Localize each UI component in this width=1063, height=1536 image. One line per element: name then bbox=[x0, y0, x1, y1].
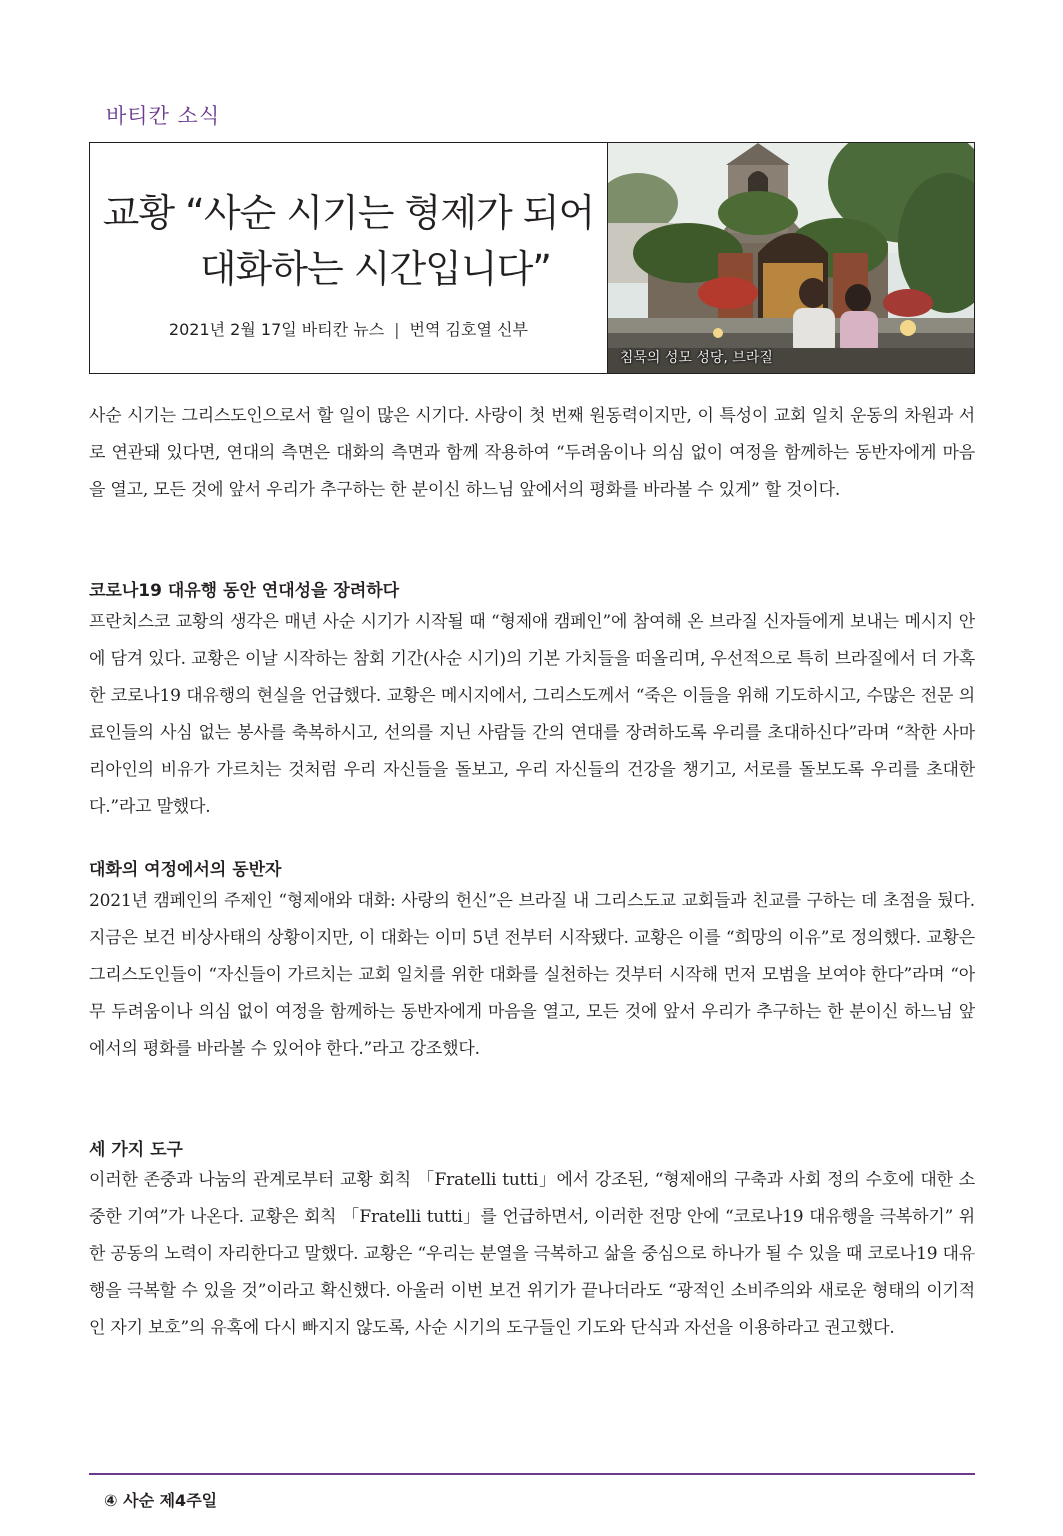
header-text-block bbox=[90, 143, 607, 373]
page-footer: ④ 사순 제4주일 bbox=[104, 1491, 218, 1510]
subheading-solidarity: 코로나19 대유행 동안 연대성을 장려하다 bbox=[89, 581, 400, 601]
chapel-photo bbox=[607, 143, 974, 373]
headline-line-2: 대화하는 시간입니다” bbox=[199, 247, 551, 291]
photo-caption: 침묵의 성모 성당, 브라질 bbox=[619, 350, 773, 366]
paragraph-solidarity: 프란치스코 교황의 생각은 매년 사순 시기가 시작될 때 “형제애 캠페인”에 참여해 온 브라질 신자들에게 보내는 메시지 안에 담겨 있다. 교황은 이날 시작하는 참회 기간(사순 시기)의 기본 가치들을 떠올리며, 우선적으로 특히 브라질에서 더 가혹한 코로나19 대유행의 현실을 언급했다. 교황은 메시지에서, 그리스도께서 “죽은 이들을 위해 기도하시고, 수많은 전문 의료인들의 사심 없는 봉사를 축복하시고, 선의를 지닌 사람들 간의 연대를 장려하도록 우리를 초대하신다”라며 “착한 사마리아인의 비유가 가르치는 것처럼 우리 자신들을 돌보고, 우리 자신들의 건강을 챙기고, 서로를 돌보도록 우리를 초대한다.”라고 말했다. bbox=[89, 612, 975, 817]
footer-divider bbox=[89, 1473, 975, 1475]
article-header bbox=[89, 142, 975, 374]
headline bbox=[90, 185, 607, 297]
section-label: 바티칸 소식 bbox=[106, 104, 221, 128]
paragraph-dialogue: 2021년 캠페인의 주제인 “형제애와 대화: 사랑의 헌신”은 브라질 내 그리스도교 교회들과 친교를 구하는 데 초점을 뒀다. 지금은 보건 비상사태의 상황이지만, 이 대화는 이미 5년 전부터 시작됐다. 교황은 이를 “희망의 이유”로 정의했다. 교황은 그리스도인들이 “자신들이 가르치는 교회 일치를 위한 대화를 실천하는 것부터 시작해 먼저 모범을 보여야 한다”라며 “아무 두려움이나 의심 없이 여정을 함께하는 동반자에게 마음을 열고, 모든 것에 앞서 우리가 추구하는 한 분이신 하느님 앞에서의 평화를 바라볼 수 있어야 한다.”라고 강조했다. bbox=[89, 891, 975, 1059]
subheading-dialogue: 대화의 여정에서의 동반자 bbox=[89, 860, 282, 880]
subheading-three-tools: 세 가지 도구 bbox=[89, 1140, 183, 1160]
byline bbox=[90, 317, 607, 340]
paragraph-three-tools: 이러한 존중과 나눔의 관계로부터 교황 회칙 「Fratelli tutti」에서 강조된, “형제애의 구축과 사회 정의 수호에 대한 소중한 기여”가 나온다. 교황은 회칙 「Fratelli tutti」를 언급하면서, 이러한 전망 안에 “코로나19 대유행을 극복하기” 위한 공동의 노력이 자리한다고 말했다. 교황은 “우리는 분열을 극복하고 삶을 중심으로 하나가 될 수 있을 때 코로나19 대유행을 극복할 수 있을 것”이라고 확신했다. 아울러 이번 보건 위기가 끝나더라도 “광적인 소비주의와 새로운 형태의 이기적인 자기 보호”의 유혹에 다시 빠지지 않도록, 사순 시기의 도구들인 기도와 단식과 자선을 이용하라고 권고했다. bbox=[89, 1170, 975, 1338]
headline-line-1: 교황 “사순 시기는 형제가 되어 bbox=[102, 191, 595, 235]
chapel-photo-illustration bbox=[608, 143, 974, 373]
byline-separator: | bbox=[394, 320, 400, 339]
byline-translator: 번역 김호열 신부 bbox=[409, 320, 528, 339]
intro-paragraph: 사순 시기는 그리스도인으로서 할 일이 많은 시기다. 사랑이 첫 번째 원동력이지만, 이 특성이 교회 일치 운동의 차원과 서로 연관돼 있다면, 연대의 측면은 대화의 측면과 함께 작용하여 “두려움이나 의심 없이 여정을 함께하는 동반자에게 마음을 열고, 모든 것에 앞서 우리가 추구하는 한 분이신 하느님 앞에서의 평화를 바라볼 수 있게” 할 것이다. bbox=[89, 406, 976, 500]
byline-date: 2021년 2월 17일 바티칸 뉴스 bbox=[168, 320, 385, 339]
